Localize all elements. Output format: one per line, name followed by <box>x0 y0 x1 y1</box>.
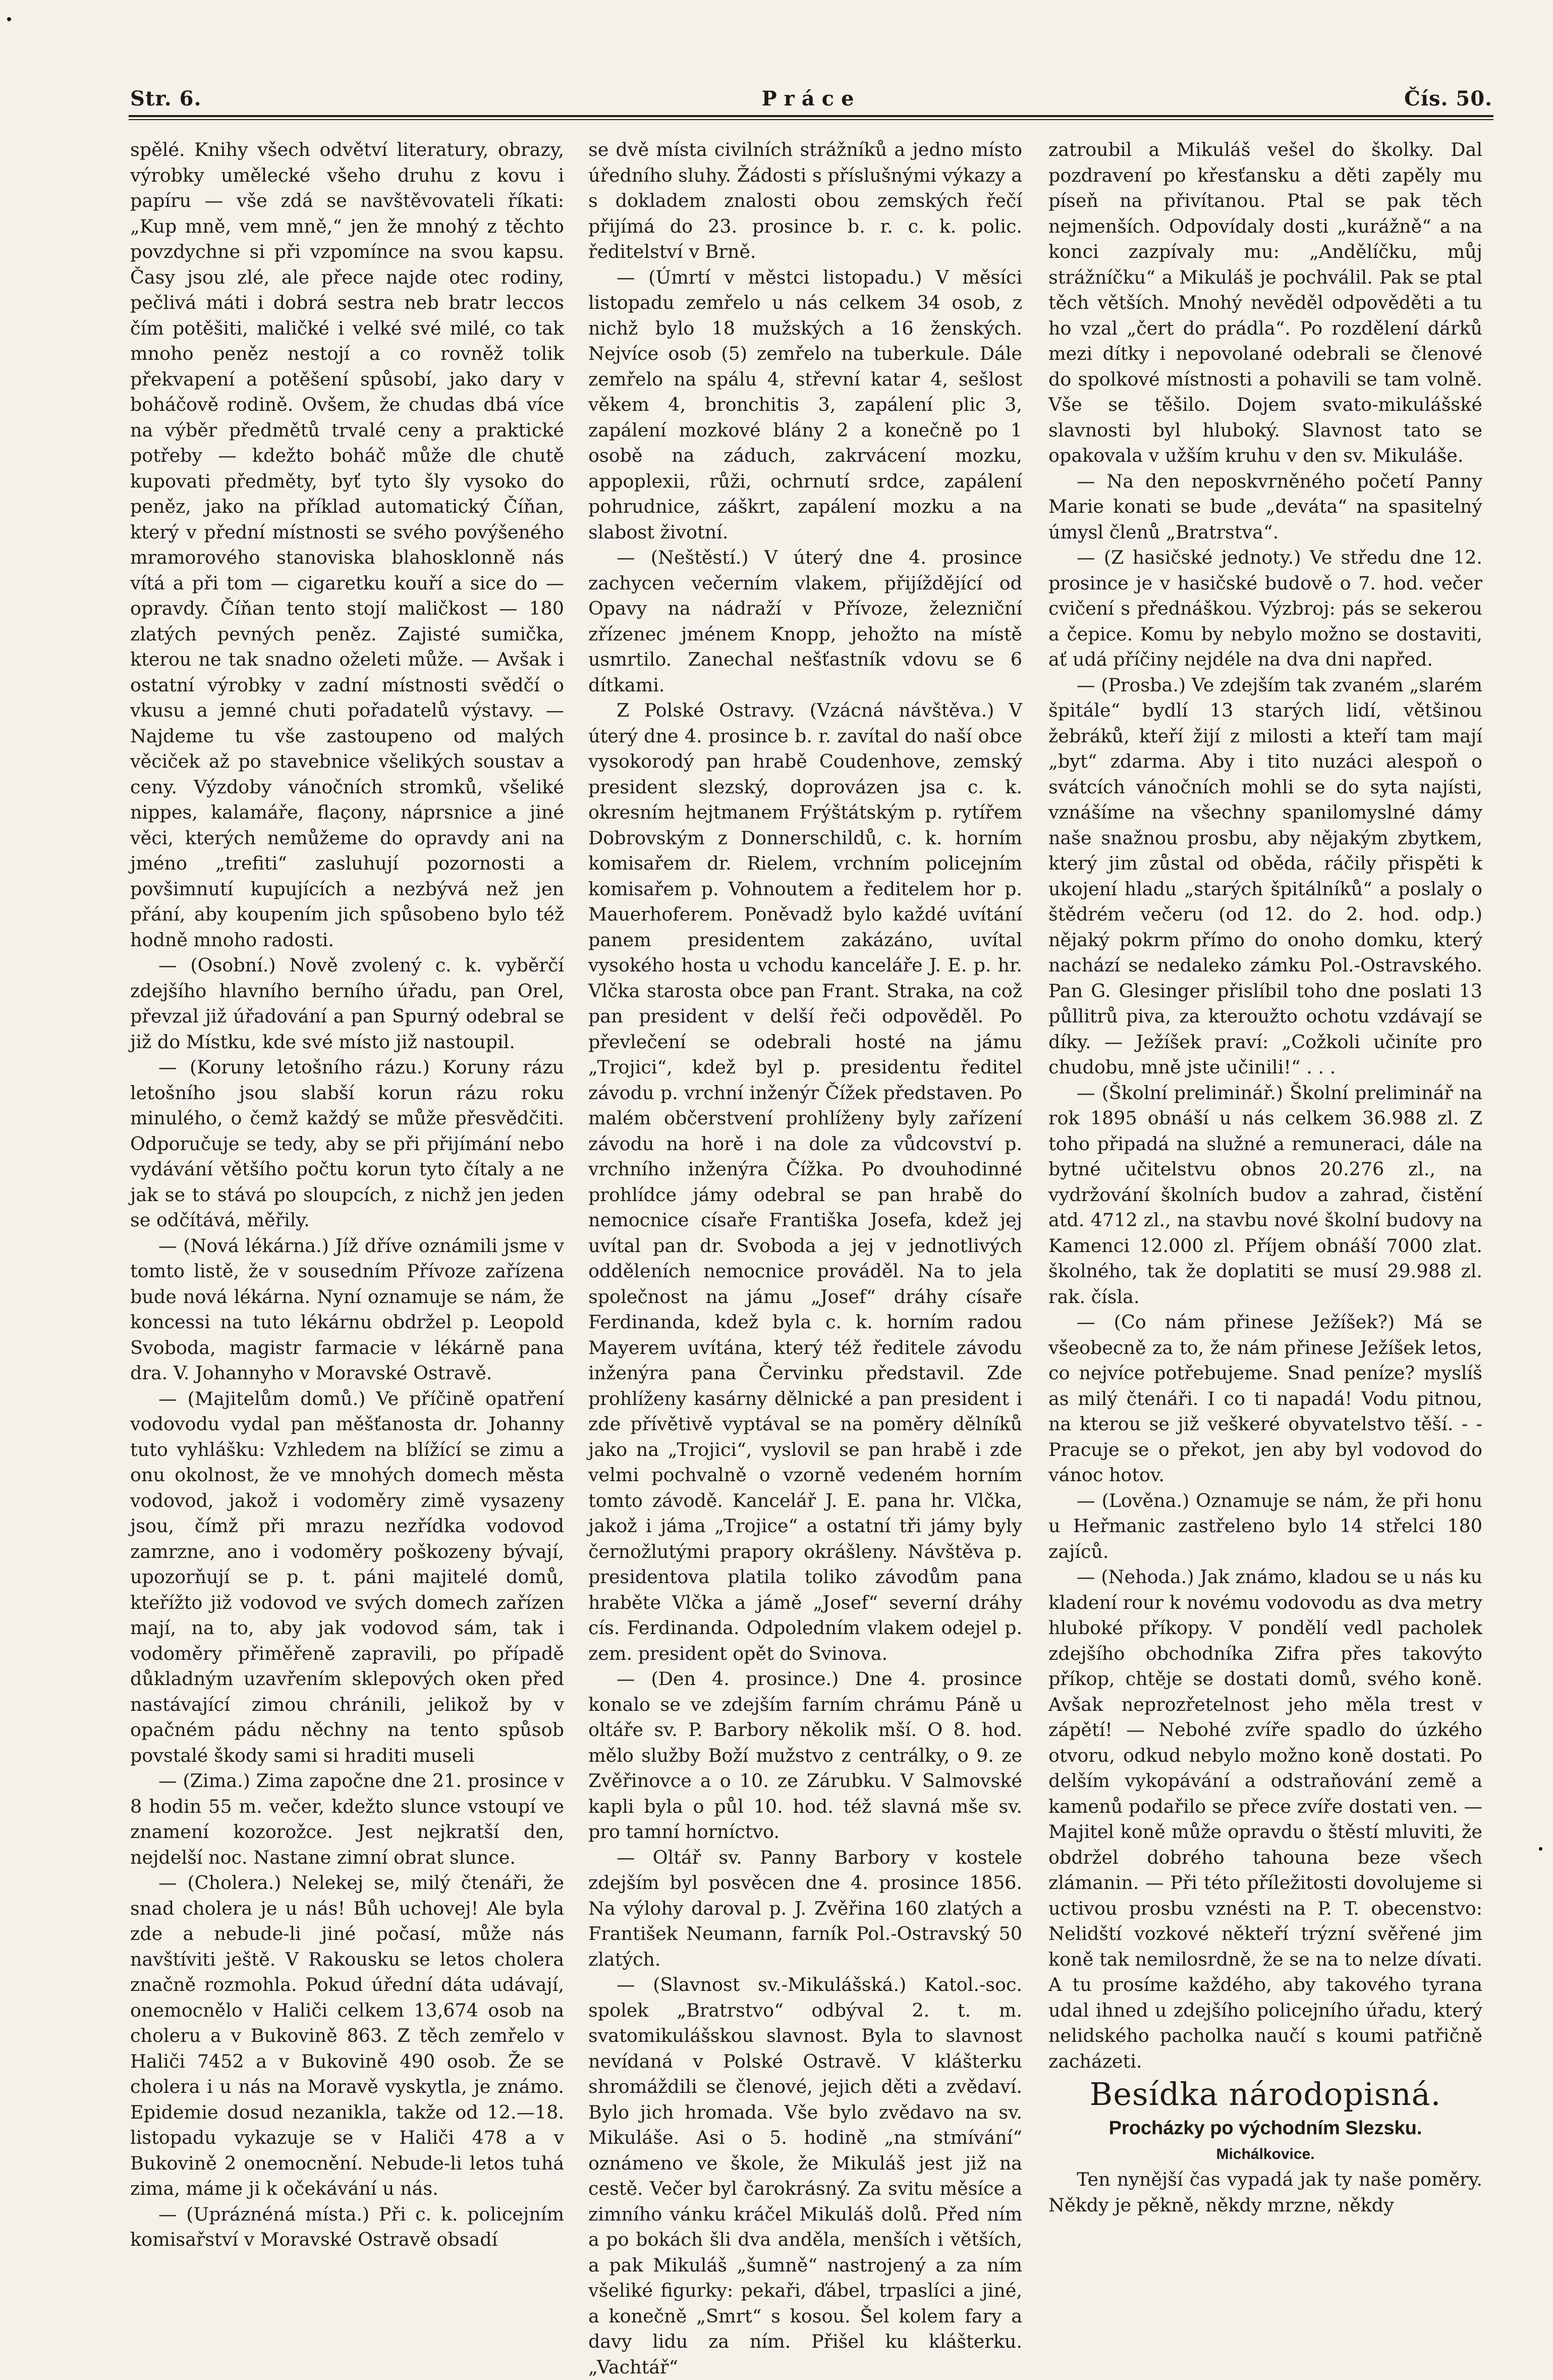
article-majitelum-domu: — (Majitelům domů.) Ve příčině opatření vodovodu vydal pan měšťanosta dr. Johanny tuto vyhlášku: Vzhledem na blížící se zimu a onu okolnost, že ve mnohých domech města vodovod, jakož i vodoměry zimě vysazeny jsou, čímž při mrazu nezřídka vodovod zamrzne, ano i vodoměry poškozeny bývají, upozorňují se p. t. páni majitelé domů, kteřížto již vodovod ve svých domech zařízen mají, na to, aby jak vodovod sám, tak i vodoměry přiměřeně zapravili, po případě důkladným uzavřením sklepových oken před nastávající zimou chránili, jelikož by v opačném pádu něchny na tento spůsob povstalé škody sami si hraditi museli <box>130 1387 564 1766</box>
article-zima: — (Zima.) Zima započne dne 21. prosince v 8 hodin 55 m. večer, kdežto slunce vstoupí ve znamení kozorožce. Jest nejkratší den, nejdelší noc. Nastane zimní obrat slunce. <box>130 1770 564 1868</box>
article-lovena: — (Lověna.) Oznamuje se nám, že při honu u Heřmanic zastřeleno bylo 14 střelci 180 zajíců. <box>1048 1489 1482 1562</box>
feuilleton-author: Michálkovice. <box>1216 2146 1315 2162</box>
article-slavnost-mikulasska: — (Slavnost sv.-Mikulášská.) Katol.-soc. spolek „Bratrstvo“ odbýval 2. t. m. svatomikulášskou slavnost. Byla to slavnost nevídaná v Polské Ostravě. V klášterku shromáždili se členové, jejich děti a zvědaví. Bylo jich hromada. Vše bylo zvědavo na sv. Mikuláše. Asi o 5. hodině „na stmívání“ oznámeno ve škole, že Mikuláš jest již na cestě. Večer byl čarokrásný. Za svitu měsíce a zimního vánku kráčel Mikuláš dolů. Před ním a po bokách šli dva anděla, menších i větších, a pak Mikuláš „šumně“ nastrojený a za ním všeliké figurky: pekaři, ďábel, trpaslíci a jiné, a konečně „Smrt“ s kosou. Šel kolem fary a davy lidu za ním. Přišel ku klášterku. „Vachtář“ <box>588 1974 1022 2378</box>
feuilleton-subtitle: Procházky po východním Slezsku. <box>1108 2118 1422 2139</box>
article-lekarna: — (Nová lékárna.) Jíž dříve oznámili jsme v tomto listě, že v sousedním Přívoze zařízena bude nová lékárna. Nyní oznamuje se nám, že koncessi na tuto lékárnu obdržel p. Leopold Svoboda, magistr farmacie v lékárně pana dra. V. Johannyho v Moravské Ostravě. <box>130 1234 564 1384</box>
article-jezisek: — (Co nám přinese Ježíšek?) Má se všeobecně za to, že nám přinese Ježíšek letos, co nejvíce potřebujeme. Snad peníze? myslíš as milý čtenáři. I co ti napadá! Vodu pitnou, na kterou se již veškeré obyvatelstvo těší. - - Pracuje se o překot, jen aby byl vodovod do vánoc hotov. <box>1048 1311 1482 1486</box>
feuilleton-title: Besídka národopisná. <box>1089 2076 1441 2113</box>
column-1 <box>130 137 564 2250</box>
article-umrti: — (Úmrtí v městci listopadu.) V měsíci listopadu zemřelo u nás celkem 34 osob, z nichž bylo 18 mužských a 16 ženských. Nejvíce osob (5) zemřelo na tuberkule. Dále zemřelo na spálu 4, střevní katar 4, sešlost věkem 4, bronchitis 3, zapálení plic 3, zapálení mozkové blány 2 a konečně po 1 osobě na záduch, zakrvácení mozku, appoplexii, růži, ochrnutí srdce, zapálení pohrudnice, záškrt, zapálení mozku a na slabost životní. <box>588 266 1022 543</box>
article-uprazdnena-mista: — (Upráznéná místa.) Při c. k. policejním komisařství v Moravské Ostravě obsadí <box>130 2203 564 2250</box>
print-speck <box>1539 1847 1542 1851</box>
article-neposkvrnene-poceti: — Na den neposkvrněného početí Panny Marie konati se bude „deváta“ na spasitelný úmysl členů „Bratrstva“. <box>1048 470 1482 543</box>
article-nestesti: — (Neštěstí.) V úterý dne 4. prosince zachycen večerním vlakem, přijíždějící od Opavy na nádraží v Přívoze, železniční zřízenec jménem Knopp, jehožto na místě usmrtilo. Zanechal nešťastník vdovu se 6 dítkami. <box>588 547 1022 696</box>
article-nehoda: — (Nehoda.) Jak známo, kladou se u nás ku kladení rour k novému vodovodu as dva metry hluboké příkopy. V pondělí vedl pacholek zdejšího obchodníka Zifra přes takovýto příkop, chtěje se dostati domů, svého koně. Avšak neprozřetelnost jeho měla trest v zápětí! — Nebohé zvíře spadlo do úzkého otvoru, odkud nebylo možno koně dostati. Po delším vykopávání a odstraňování země a kamenů podařilo se přece zvíře dostati ven. — Majitel koně může opravdu o štěstí mluviti, že obdržel dobrého tahouna beze všech zlámanin. — Při této příležitosti dovolujeme si uctivou prosbu vznésti na P. T. obecenstvo: Nelidští vozkové někteří trýzní svěřené jim koně tak nemilosrdně, že se na to nelze dívati. A tu prosíme každého, aby takového tyrana udal ihned u zdejšího policejního úřadu, který nelidského pacholka naučí s koumi patřičně zacházeti. <box>1048 1566 1482 2072</box>
masthead-title: Práce <box>761 87 861 111</box>
article-koruny: — (Koruny letošního rázu.) Koruny rázu letošního jsou slabší korun rázu roku minulého, o čemž každý se může přesvědčiti. Odporučuje se tedy, aby se při přijímání nebo vydávání většího počtu korun tyto čítaly a ne jak se to stává po sloupcích, z nichž jen jeden se odčítává, měřily. <box>130 1056 564 1231</box>
article-den-4-prosince: — (Den 4. prosince.) Dne 4. prosince konalo se ve zdejším farním chrámu Páně u oltáře sv. P. Barbory několik mší. O 8. hod. mělo služby Boží mužstvo z centrálky, o 9. ze Zvěřinovce a o 10. ze Zárubku. V Salmovské kapli byla o půl 10. hod. též slavná mše sv. pro tamní horníctvo. <box>588 1668 1022 1843</box>
column-3 <box>1048 137 1482 2222</box>
column-2 <box>588 137 1022 2378</box>
article-cholera: — (Cholera.) Nelekej se, milý čtenáři, že snad cholera je u nás! Bůh uchovej! Ale byla zde a nebude-li jiné počasí, může nás navštíviti ještě. V Rakousku se letos cholera značně rozmohla. Pokud úřední dáta udávají, onemocnělo v Haliči celkem 13,674 osob na choleru a v Bukovině 863. Z těch zemřelo v Haliči 7452 a v Bukovině 490 osob. Že se cholera i u nás na Moravě vyskytla, je známo. Epidemie dosud nezanikla, takže od 12.—18. listopadu vykazuje se v Haliči 478 a v Bukovině 2 onemocnění. Nebude-li letos tuhá zima, máme ji k očekávání u nás. <box>130 1872 564 2199</box>
article-uprazdnena-mista-cont: se dvě místa civilních strážníků a jedno místo úředního sluhy. Žádosti s příslušnými výkazy a s dokladem znalosti obou zemských řečí přijímá do 23. prosince b. r. c. k. polic. ředitelství v Brně. <box>588 139 1022 262</box>
article-slavnost-mikulasska-cont: zatroubil a Mikuláš vešel do školky. Dal pozdravení po křesťansku a děti zapěly mu píseň na přivítanou. Ptal se pak těch nejmenších. Odpovídaly dosti „kurážně“ a na konci zazpívaly mu: „Andělíčku, můj strážníčku“ a Mikuláš je pochválil. Pak se ptal těch větších. Mnohý nevěděl odpověděti a tu ho vzal „čert do prádla“. Po rozdělení dárků mezi dítky i nepovolané odebrali se členové do spolkové místnosti a pohavili se tam volně. Vše se těšilo. Dojem svato-mikulášské slavnosti byl hluboký. Slavnost tato se opakovala v užším kruhu v den sv. Mikuláše. <box>1048 139 1482 466</box>
page-number: Str. 6. <box>130 87 202 111</box>
article-skolni-preliminar: — (Školní preliminář.) Školní preliminář na rok 1895 obnáší u nás celkem 36.988 zl. Z toho připadá na služné a remuneraci, dále na bytné učitelstvu obnos 20.276 zl., na vydržování školních budov a zahrad, čistění atd. 4712 zl., na stavbu nové školní budovy na Kamenci 12.000 zl. Příjem obnáší 7000 zlat. školného, tak že doplatiti se musí 29.988 zl. rak. čísla. <box>1048 1081 1482 1308</box>
header-rule-thin <box>129 119 1493 120</box>
feuilleton-text: Ten nynější čas vypadá jak ty naše poměry. Někdy je pěkně, někdy mrzne, někdy <box>1048 2169 1482 2216</box>
article-osobni: — (Osobní.) Nově zvolený c. k. vyběrčí zdejšího hlavního berního úřadu, pan Orel, převzal již úřadování a pan Spurný odebral se již do Místku, kde své místo již nastoupil. <box>130 954 564 1053</box>
print-speck <box>7 17 11 21</box>
article-exhibition: spělé. Knihy všech odvětví literatury, obrazy, výrobky umělecké všeho druhu z kovu i papíru — vše zdá se navštěvovateli říkati: „Kup mně, vem mně,“ jen že mnohý z těchto povzdychne si při vzpomínce na svou kapsu. Časy jsou zlé, ale přece najde otec rodiny, pečlivá máti i dobrá sestra neb bratr leccos čím potěšiti, maličké i velké své milé, co tak mnoho peněz nestojí a co rovněž tolik překvapení a potěšení spůsobí, jako dary v boháčově rodině. Ovšem, že chudas dbá více na výběr předmětů trvalé ceny a praktické potřeby — kdežto boháč může dle chutě kupovati předměty, byť tyto šly vysoko do peněz, jako na příklad automatický Číňan, který v přední místnosti se svého povýšeného mramorového stanoviska blahosklonně nás vítá a při tom — cigaretku kouří a sice do — opravdy. Číňan tento stojí maličkost — 180 zlatých pevných peněz. Zajisté sumička, kterou ne tak snadno oželeti může. — Avšak i ostatní výrobky v zadní místnosti svědčí o vkusu a jemné chuti pořadatelů výstavy. — Najdeme tu vše zastoupeno od malých věciček až po stavebnice všelikých soustav a ceny. Výzdoby vánočních stromků, všeliké nippes, kalamáře, flaçony, náprsnice a jiné věci, kterých nemůžeme do opravdy ani na jméno „trefiti“ zasluhují pozornosti a povšimnutí kupujících a nezbývá než jen přání, aby koupením jich spůsobeno bylo též hodně mnoho radosti. <box>130 139 564 951</box>
article-prosba: — (Prosba.) Ve zdejším tak zvaném „slarém špitále“ bydlí 13 starých lidí, většinou žebráků, kteří žijí z milosti a kteří tam mají „byt“ zdarma. Aby i tito nuzáci alespoň o svátcích vánočních mohli se do syta najísti, vznášíme na všechny spanilomyslné dámy naše snažnou prosbu, aby nějakým zbytkem, který jim zůstal od oběda, ráčily přispěti k ukojení hladu „starých špitálníků“ a poslaly o štědrém večeru (od 12. do 2. hod. odp.) nějaký pokrm přímo do onoho domku, který nachází se nedaleko zámku Pol.-Ostravského. Pan G. Glesinger přislíbil toho dne poslati 13 půllitrů piva, za kteroužto ochotu vzdávají se díky. — Ježíšek praví: „Cožkoli učiníte pro chudobu, mně jste učinili!“ . . . <box>1048 674 1482 1078</box>
issue-number: Čís. 50. <box>1404 87 1492 111</box>
header-rule <box>129 115 1493 117</box>
article-hasicska-jednota: — (Z hasičské jednoty.) Ve středu dne 12. prosince je v hasičské budově o 7. hod. večer cvičení s přednáškou. Výzbroj: pás se sekerou a čepice. Komu by nebylo možno se dostaviti, ať udá příčiny nejdéle na dva dni napřed. <box>1048 547 1482 670</box>
article-vzacna-navsteva: Z Polské Ostravy. (Vzácná návštěva.) V úterý dne 4. prosince b. r. zavítal do naší obce vysokorodý pan hrabě Coudenhove, zemský president slezský, doprovázen jsa c. k. okresním hejtmanem Frýštátským p. rytířem Dobrovským z Donnerschildů, c. k. horním komisařem dr. Rielem, vrchním policejním komisařem p. Vohnoutem a ředitelem hor p. Mauerhoferem. Poněvadž bylo každé uvítání panem presidentem zakázáno, uvítal vysokého hosta u vchodu kanceláře J. E. p. hr. Vlčka starosta obce pan Frant. Straka, na což pan president v delší řeči odpověděl. Po převlečení se odebrali hosté na jámu „Trojici“, kdež byl p. presidentu ředitel závodu p. vrchní inženýr Čížek představen. Po malém občerstvení prohlíženy byly zařízení závodu na horě i na dole za vůdcovství p. vrchního inženýra Čížka. Po dvouhodinné prohlídce jámy odebral se pan hrabě do nemocnice císaře Františka Josefa, kdež jej uvítal pan dr. Svoboda a jej v jednotlivých odděleních nemocnice prováděl. Na to jela společnost na jámu „Josef“ dráhy císaře Ferdinanda, kdež byla c. k. horním radou Mayerem uvítána, který též ředitele závodu inženýra pana Červinku představil. Zde prohlíženy kasárny dělnické a pan president i zde přívětivě vyptával se na poměry dělníků jako na „Trojici“, vyslovil se pan hrabě i zde velmi pochvalně o vzorně vedeném horním tomto závodě. Kancelář J. E. pana hr. Vlčka, jakož i jáma „Trojice“ a ostatní tři jámy byly černožlutými prapory okrášleny. Návštěva p. presidentova platila toliko závodům pana hraběte Vlčka a jámě „Josef“ severní dráhy cís. Ferdinanda. Odpoledním vlakem odejel p. zem. president opět do Svinova. <box>588 699 1022 1664</box>
article-oltar: — Oltář sv. Panny Barbory v kostele zdejším byl posvěcen dne 4. prosince 1856. Na výlohy daroval p. J. Zvěřina 160 zlatých a František Neumann, farník Pol.-Ostravský 50 zlatých. <box>588 1846 1022 1970</box>
